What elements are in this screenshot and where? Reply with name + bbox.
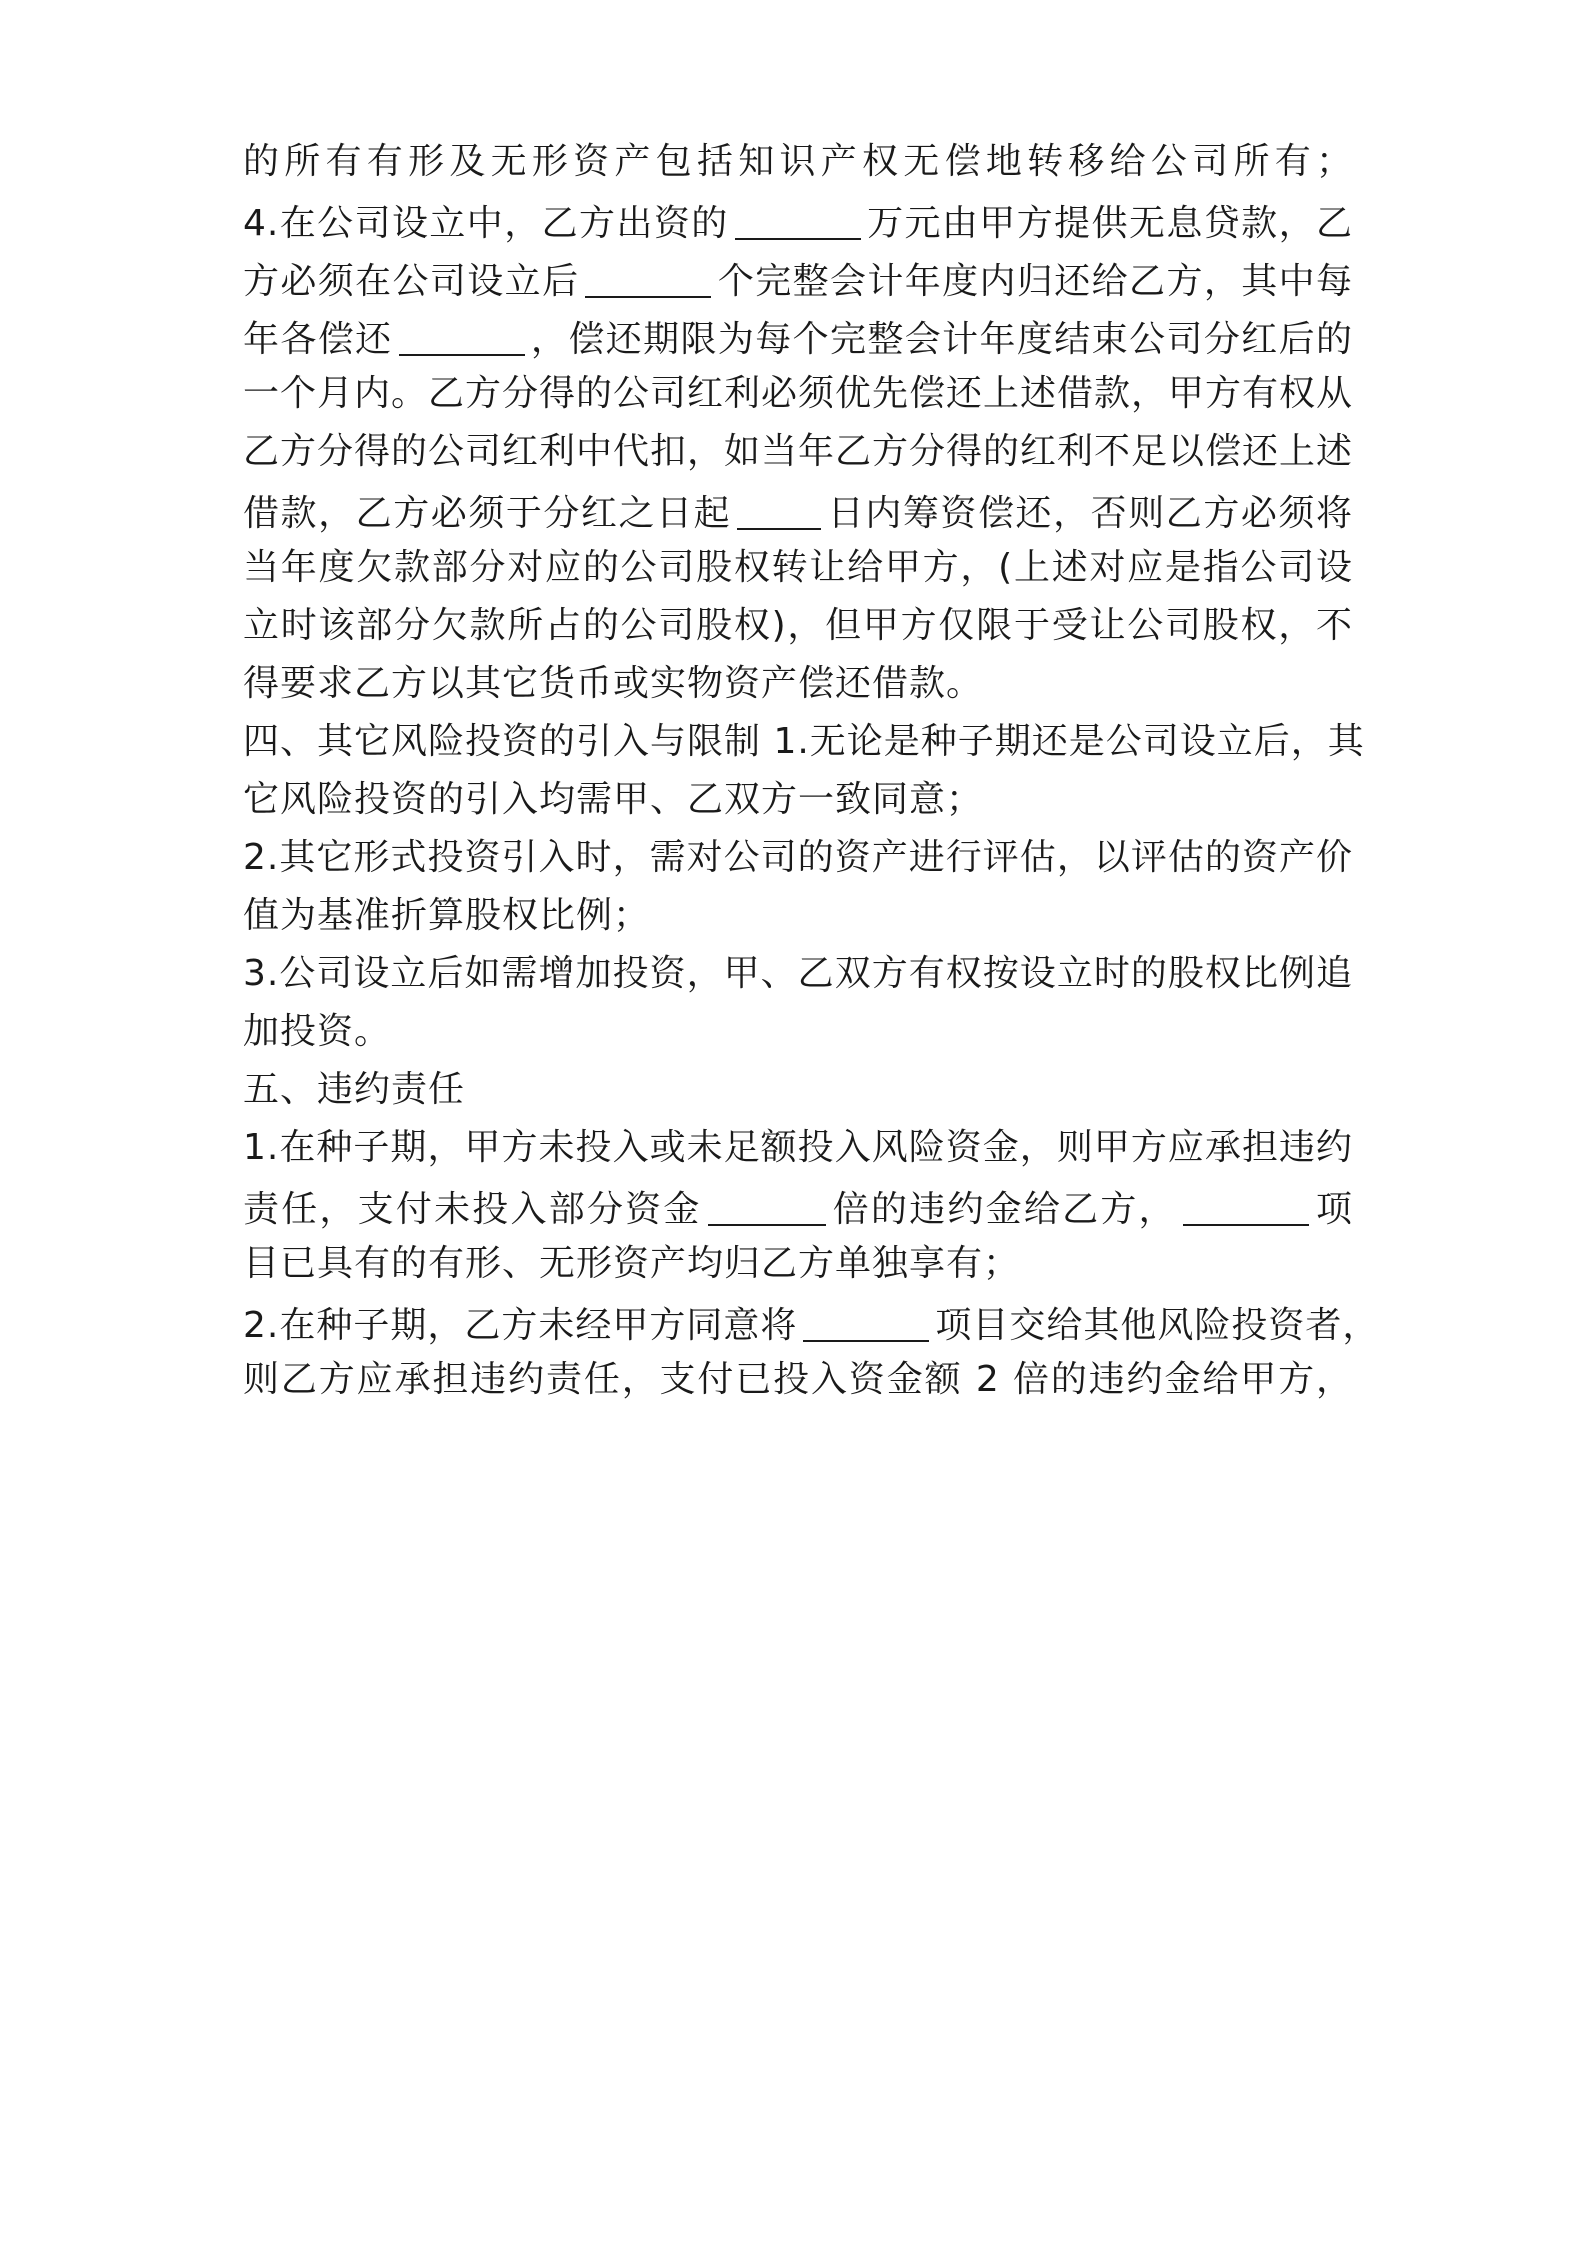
text-line: 借款，乙方必须于分红之日起 日内筹资偿还，否则乙方必须将 [243, 488, 1353, 536]
text-line: 得要求乙方以其它货币或实物资产偿还借款。 [243, 663, 984, 704]
fill-in-blank [399, 314, 525, 356]
fill-in-blank [737, 488, 821, 530]
text-line: 乙方分得的公司红利中代扣，如当年乙方分得的红利不足以偿还上述 [243, 431, 1354, 472]
fill-in-blank [1183, 1184, 1309, 1226]
text-line: 立时该部分欠款所占的公司股权)，但甲方仅限于受让公司股权，不 [243, 605, 1353, 646]
section-heading-line: 四、其它风险投资的引入与限制 1.无论是种子期还是公司设立后，其 [243, 721, 1365, 762]
text-line: 则乙方应承担违约责任，支付已投入资金额 2 倍的违约金给甲方， [243, 1359, 1353, 1400]
text-line: 2.其它形式投资引入时，需对公司的资产进行评估，以评估的资产价 [243, 837, 1353, 878]
text-line: 责任，支付未投入部分资金 倍的违约金给乙方， 项 [243, 1184, 1353, 1232]
text-line: 它风险投资的引入均需甲、乙双方一致同意； [243, 779, 984, 820]
text-line: 4.在公司设立中，乙方出资的 万元由甲方提供无息贷款，乙 [243, 198, 1353, 246]
text-line: 方必须在公司设立后 个完整会计年度内归还给乙方，其中每 [243, 256, 1353, 304]
text-line: 2.在种子期，乙方未经甲方同意将 项目交给其他风险投资者， [243, 1300, 1353, 1348]
fill-in-blank [735, 198, 861, 240]
fill-in-blank [803, 1300, 929, 1342]
text-line: 1.在种子期，甲方未投入或未足额投入风险资金，则甲方应承担违约 [243, 1127, 1353, 1168]
text-line: 的所有有形及无形资产包括知识产权无偿地转移给公司所有； [243, 141, 1353, 182]
text-line: 3.公司设立后如需增加投资，甲、乙双方有权按设立时的股权比例追 [243, 953, 1353, 994]
fill-in-blank [708, 1184, 826, 1226]
text-line: 加投资。 [243, 1011, 392, 1052]
text-line: 年各偿还 ，偿还期限为每个完整会计年度结束公司分红后的 [243, 314, 1353, 362]
text-line: 当年度欠款部分对应的公司股权转让给甲方，(上述对应是指公司设 [243, 547, 1353, 588]
section-heading: 五、违约责任 [243, 1069, 466, 1110]
text-line: 一个月内。乙方分得的公司红利必须优先偿还上述借款，甲方有权从 [243, 373, 1354, 414]
fill-in-blank [585, 256, 711, 298]
text-line: 目已具有的有形、无形资产均归乙方单独享有； [243, 1243, 1021, 1284]
text-line: 值为基准折算股权比例； [243, 895, 651, 936]
